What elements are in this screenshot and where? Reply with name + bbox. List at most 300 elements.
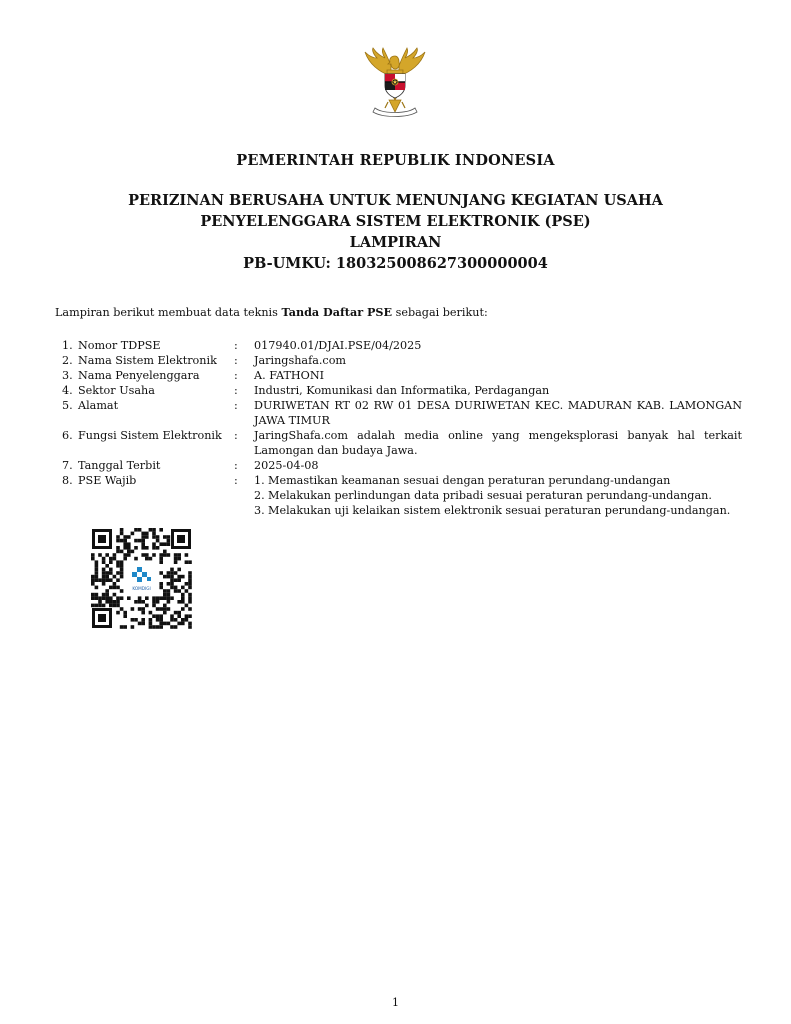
garuda-emblem-icon: [361, 46, 429, 120]
qr-module: [152, 614, 156, 618]
qr-module: [188, 560, 192, 564]
qr-module: [188, 593, 192, 597]
qr-module: [98, 578, 102, 582]
qr-module: [167, 553, 171, 557]
qr-module: [170, 582, 174, 586]
qr-module: [127, 550, 131, 554]
qr-module: [109, 604, 113, 608]
qr-module: [156, 614, 160, 618]
qr-module: [159, 571, 163, 575]
detail-value-pse-obligations: [254, 473, 742, 518]
qr-module: [156, 600, 160, 604]
qr-module: [156, 539, 160, 543]
qr-module: [105, 589, 109, 593]
qr-module: [170, 575, 174, 579]
qr-code-icon: [91, 528, 192, 629]
qr-module: [167, 542, 171, 546]
qr-module: [123, 535, 127, 539]
qr-module: [98, 596, 102, 600]
qr-module: [174, 578, 178, 582]
qr-module: [152, 528, 156, 532]
qr-module: [159, 625, 163, 629]
table-row: [62, 338, 742, 353]
qr-module: [170, 618, 174, 622]
qr-module: [145, 532, 149, 536]
qr-module: [159, 596, 163, 600]
qr-module: [177, 600, 181, 604]
qr-module: [152, 625, 156, 629]
qr-module: [123, 611, 127, 615]
qr-module: [102, 593, 106, 597]
qr-module: [105, 553, 109, 557]
qr-module: [109, 596, 113, 600]
qr-module: [170, 625, 174, 629]
qr-module: [116, 535, 120, 539]
qr-module: [120, 532, 124, 536]
qr-logo-text: KOMDIGI: [132, 586, 151, 591]
document-title-line-4: PB-UMKU: 180325008627300000004: [243, 255, 548, 272]
qr-module: [152, 532, 156, 536]
qr-module: [120, 589, 124, 593]
detail-colon: :: [234, 459, 238, 472]
qr-module: [152, 600, 156, 604]
qr-module: [116, 604, 120, 608]
qr-module: [113, 582, 117, 586]
qr-module: [116, 546, 120, 550]
qr-module: [167, 539, 171, 543]
table-row: [62, 458, 742, 473]
detail-label: 1. Nomor TDPSE: [62, 339, 161, 352]
list-item: 1. Memastikan keamanan sesuai dengan peraturan perundang-undangan: [254, 474, 671, 487]
qr-module: [95, 568, 99, 572]
qr-module: [163, 596, 167, 600]
qr-module: [177, 568, 181, 572]
qr-module: [120, 575, 124, 579]
qr-module: [113, 604, 117, 608]
qr-module: [181, 622, 185, 626]
qr-module: [185, 589, 189, 593]
qr-module: [167, 582, 171, 586]
qr-module: [120, 571, 124, 575]
qr-module: [113, 575, 117, 579]
qr-module: [159, 614, 163, 618]
intro-text-after: sebagai berikut:: [395, 306, 488, 319]
qr-module: [185, 553, 189, 557]
detail-value-system-function: JaringShafa.com adalah media online yang mengeksplorasi banyak hal terkait Lamongan dan budaya Jawa.: [254, 429, 742, 457]
qr-module: [170, 596, 174, 600]
qr-module: [163, 553, 167, 557]
qr-module: [134, 546, 138, 550]
qr-module: [127, 546, 131, 550]
qr-module: [159, 542, 163, 546]
table-row: [62, 428, 742, 458]
qr-module: [174, 553, 178, 557]
detail-label: 6. Fungsi Sistem Elektronik: [62, 429, 222, 442]
qr-module: [141, 553, 145, 557]
qr-module: [138, 539, 142, 543]
detail-colon: :: [234, 369, 238, 382]
qr-module: [163, 607, 167, 611]
qr-module: [163, 611, 167, 615]
qr-module: [134, 528, 138, 532]
qr-module: [102, 571, 106, 575]
qr-module: [185, 582, 189, 586]
qr-module: [113, 557, 117, 561]
qr-module: [113, 593, 117, 597]
qr-module: [185, 618, 189, 622]
qr-module: [167, 593, 171, 597]
qr-module: [116, 600, 120, 604]
qr-module: [120, 596, 124, 600]
detail-value-issue-date: 2025-04-08: [254, 459, 319, 472]
qr-module: [95, 564, 99, 568]
qr-module: [138, 622, 142, 626]
qr-module: [109, 578, 113, 582]
qr-module: [170, 568, 174, 572]
qr-module: [188, 600, 192, 604]
qr-module: [131, 550, 135, 554]
qr-module: [188, 622, 192, 626]
qr-module: [113, 600, 117, 604]
qr-module: [109, 600, 113, 604]
qr-module: [174, 611, 178, 615]
detail-colon: :: [234, 384, 238, 397]
detail-value-tdpse-number: 017940.01/DJAI.PSE/04/2025: [254, 339, 422, 352]
qr-module: [141, 546, 145, 550]
qr-module: [188, 578, 192, 582]
qr-module: [177, 553, 181, 557]
qr-module: [105, 564, 109, 568]
qr-module: [138, 600, 142, 604]
qr-module: [163, 575, 167, 579]
qr-module: [98, 553, 102, 557]
qr-module: [149, 618, 153, 622]
qr-module: [170, 578, 174, 582]
detail-label: 7. Tanggal Terbit: [62, 459, 161, 472]
qr-module: [120, 560, 124, 564]
qr-module: [120, 625, 124, 629]
qr-module: [116, 586, 120, 590]
qr-module: [120, 528, 124, 532]
qr-module: [138, 607, 142, 611]
qr-module: [177, 611, 181, 615]
qr-module: [98, 604, 102, 608]
qr-module: [167, 622, 171, 626]
qr-module: [91, 575, 95, 579]
table-row: [62, 473, 742, 518]
list-item: 3. Melakukan uji kelaikan sistem elektronik sesuai peraturan perundang-undangan.: [254, 504, 731, 517]
detail-value-business-sector: Industri, Komunikasi dan Informatika, Perdagangan: [254, 384, 550, 397]
qr-module: [167, 596, 171, 600]
qr-module: [159, 607, 163, 611]
qr-module: [152, 546, 156, 550]
qr-module: [174, 625, 178, 629]
qr-module: [156, 546, 160, 550]
page-number: 1: [392, 996, 399, 1009]
qr-module: [120, 550, 124, 554]
qr-module: [188, 571, 192, 575]
qr-module: [156, 607, 160, 611]
qr-module: [159, 586, 163, 590]
qr-module: [174, 618, 178, 622]
qr-module: [159, 528, 163, 532]
qr-module: [174, 557, 178, 561]
qr-module: [174, 571, 178, 575]
qr-module: [156, 618, 160, 622]
qr-module: [188, 582, 192, 586]
qr-module: [134, 600, 138, 604]
qr-module: [141, 607, 145, 611]
qr-module: [152, 542, 156, 546]
qr-module: [116, 564, 120, 568]
document-title-line-3: LAMPIRAN: [349, 234, 442, 251]
qr-module: [113, 586, 117, 590]
qr-module: [109, 557, 113, 561]
detail-label: 5. Alamat: [62, 399, 119, 412]
qr-module: [167, 575, 171, 579]
intro-text-before: Lampiran berikut membuat data teknis: [55, 306, 278, 319]
qr-module: [116, 550, 120, 554]
qr-module: [141, 622, 145, 626]
qr-module: [134, 557, 138, 561]
qr-module: [123, 557, 127, 561]
qr-module: [98, 600, 102, 604]
qr-module: [167, 600, 171, 604]
qr-module: [163, 535, 167, 539]
list-item: 2. Melakukan perlindungan data pribadi sesuai peraturan perundang-undangan.: [254, 489, 712, 502]
government-title: PEMERINTAH REPUBLIK INDONESIA: [236, 152, 555, 169]
intro-paragraph: [55, 305, 745, 319]
qr-module: [152, 553, 156, 557]
qr-module: [102, 557, 106, 561]
qr-module: [141, 542, 145, 546]
qr-module: [141, 611, 145, 615]
qr-module: [163, 593, 167, 597]
qr-module: [127, 596, 131, 600]
qr-module: [188, 575, 192, 579]
qr-module: [181, 575, 185, 579]
qr-module: [91, 553, 95, 557]
detail-label: 2. Nama Sistem Elektronik: [62, 354, 217, 367]
qr-module: [91, 593, 95, 597]
detail-label: 4. Sektor Usaha: [62, 384, 155, 397]
qr-module: [109, 586, 113, 590]
qr-module: [120, 539, 124, 543]
qr-module: [177, 614, 181, 618]
qr-module: [141, 535, 145, 539]
qr-module: [102, 596, 106, 600]
qr-module: [95, 604, 99, 608]
qr-module: [105, 593, 109, 597]
document-title-block: [0, 190, 791, 274]
qr-module: [177, 575, 181, 579]
qr-module: [91, 604, 95, 608]
qr-module: [120, 607, 124, 611]
qr-module: [105, 575, 109, 579]
qr-module: [120, 564, 124, 568]
qr-module: [127, 553, 131, 557]
qr-module: [113, 553, 117, 557]
qr-module: [131, 532, 135, 536]
qr-module: [95, 575, 99, 579]
qr-module: [159, 557, 163, 561]
detail-value-address: DURIWETAN RT 02 RW 01 DESA DURIWETAN KEC. MADURAN KAB. LAMONGAN JAWA TIMUR: [254, 399, 742, 427]
qr-module: [131, 625, 135, 629]
qr-module: [102, 575, 106, 579]
detail-value-system-name: Jaringshafa.com: [254, 354, 347, 367]
qr-module: [116, 539, 120, 543]
qr-module: [177, 578, 181, 582]
detail-colon: :: [234, 339, 238, 352]
qr-module: [91, 557, 95, 561]
qr-module: [102, 604, 106, 608]
qr-module: [156, 596, 160, 600]
qr-module: [174, 560, 178, 564]
qr-module: [163, 589, 167, 593]
qr-module: [159, 618, 163, 622]
qr-module: [138, 596, 142, 600]
qr-module: [134, 618, 138, 622]
qr-module: [127, 542, 131, 546]
qr-module: [109, 571, 113, 575]
qr-module: [116, 571, 120, 575]
document-title-line-2: PENYELENGGARA SISTEM ELEKTRONIK (PSE): [200, 213, 591, 230]
qr-module: [102, 568, 106, 572]
qr-module: [188, 586, 192, 590]
detail-colon: :: [234, 399, 238, 412]
qr-module: [116, 578, 120, 582]
qr-module: [170, 571, 174, 575]
detail-label: 8. PSE Wajib: [62, 474, 137, 487]
qr-module: [177, 557, 181, 561]
qr-module: [123, 542, 127, 546]
qr-module: [120, 568, 124, 572]
qr-module: [109, 560, 113, 564]
detail-label: 3. Nama Penyelenggara: [62, 369, 200, 382]
qr-module: [105, 600, 109, 604]
details-table: [62, 338, 742, 518]
qr-module: [131, 607, 135, 611]
qr-module: [102, 560, 106, 564]
qr-module: [152, 535, 156, 539]
table-row: [62, 368, 742, 383]
qr-module: [185, 604, 189, 608]
qr-module: [163, 622, 167, 626]
intro-text-bold: Tanda Daftar PSE: [281, 305, 393, 319]
qr-module: [181, 600, 185, 604]
qr-module: [167, 571, 171, 575]
qr-module: [91, 582, 95, 586]
qr-module: [174, 589, 178, 593]
qr-module: [134, 539, 138, 543]
qr-module: [156, 625, 160, 629]
qr-module: [116, 611, 120, 615]
table-row: [62, 353, 742, 368]
qr-module: [123, 614, 127, 618]
qr-module: [174, 586, 178, 590]
detail-value-operator-name: A. FATHONI: [254, 369, 325, 382]
qr-module: [159, 553, 163, 557]
qr-module: [102, 578, 106, 582]
detail-colon: :: [234, 429, 238, 442]
qr-module: [159, 582, 163, 586]
qr-module: [123, 553, 127, 557]
qr-module: [163, 604, 167, 608]
qr-module: [91, 578, 95, 582]
qr-module: [116, 560, 120, 564]
qr-module: [181, 586, 185, 590]
qr-module: [127, 535, 131, 539]
qr-module: [167, 607, 171, 611]
qr-module: [95, 586, 99, 590]
qr-module: [149, 557, 153, 561]
qr-module: [177, 622, 181, 626]
document-title-line-1: PERIZINAN BERUSAHA UNTUK MENUNJANG KEGIATAN USAHA: [128, 192, 663, 209]
table-row: [62, 383, 742, 398]
qr-module: [131, 618, 135, 622]
qr-module: [91, 596, 95, 600]
qr-module: [95, 571, 99, 575]
qr-module: [145, 546, 149, 550]
qr-module: [188, 596, 192, 600]
qr-module: [188, 607, 192, 611]
qr-module: [145, 604, 149, 608]
qr-module: [141, 600, 145, 604]
qr-module: [159, 560, 163, 564]
qr-module: [102, 582, 106, 586]
qr-module: [145, 557, 149, 561]
qr-module: [163, 550, 167, 554]
qr-module: [95, 578, 99, 582]
qr-module: [185, 614, 189, 618]
qr-module: [141, 532, 145, 536]
qr-module: [163, 542, 167, 546]
qr-module: [152, 596, 156, 600]
qr-module: [149, 625, 153, 629]
qr-module: [159, 622, 163, 626]
qr-module: [141, 539, 145, 543]
qr-module: [105, 571, 109, 575]
qr-module: [181, 596, 185, 600]
qr-module: [145, 535, 149, 539]
qr-module: [138, 528, 142, 532]
qr-module: [95, 596, 99, 600]
qr-module: [105, 578, 109, 582]
table-row: [62, 398, 742, 428]
qr-module: [167, 589, 171, 593]
qr-module: [105, 596, 109, 600]
qr-module: [181, 618, 185, 622]
qr-module: [116, 596, 120, 600]
qr-module: [181, 593, 185, 597]
qr-module: [141, 618, 145, 622]
qr-module: [95, 593, 99, 597]
qr-module: [123, 539, 127, 543]
qr-module: [123, 625, 127, 629]
qr-module: [170, 614, 174, 618]
qr-module: [123, 546, 127, 550]
qr-module: [145, 596, 149, 600]
qr-module: [109, 568, 113, 572]
qr-module: [177, 589, 181, 593]
qr-module: [149, 611, 153, 615]
qr-module: [149, 528, 153, 532]
detail-colon: :: [234, 474, 238, 487]
qr-module: [156, 535, 160, 539]
qr-module: [170, 586, 174, 590]
qr-module: [95, 560, 99, 564]
qr-module: [188, 625, 192, 629]
